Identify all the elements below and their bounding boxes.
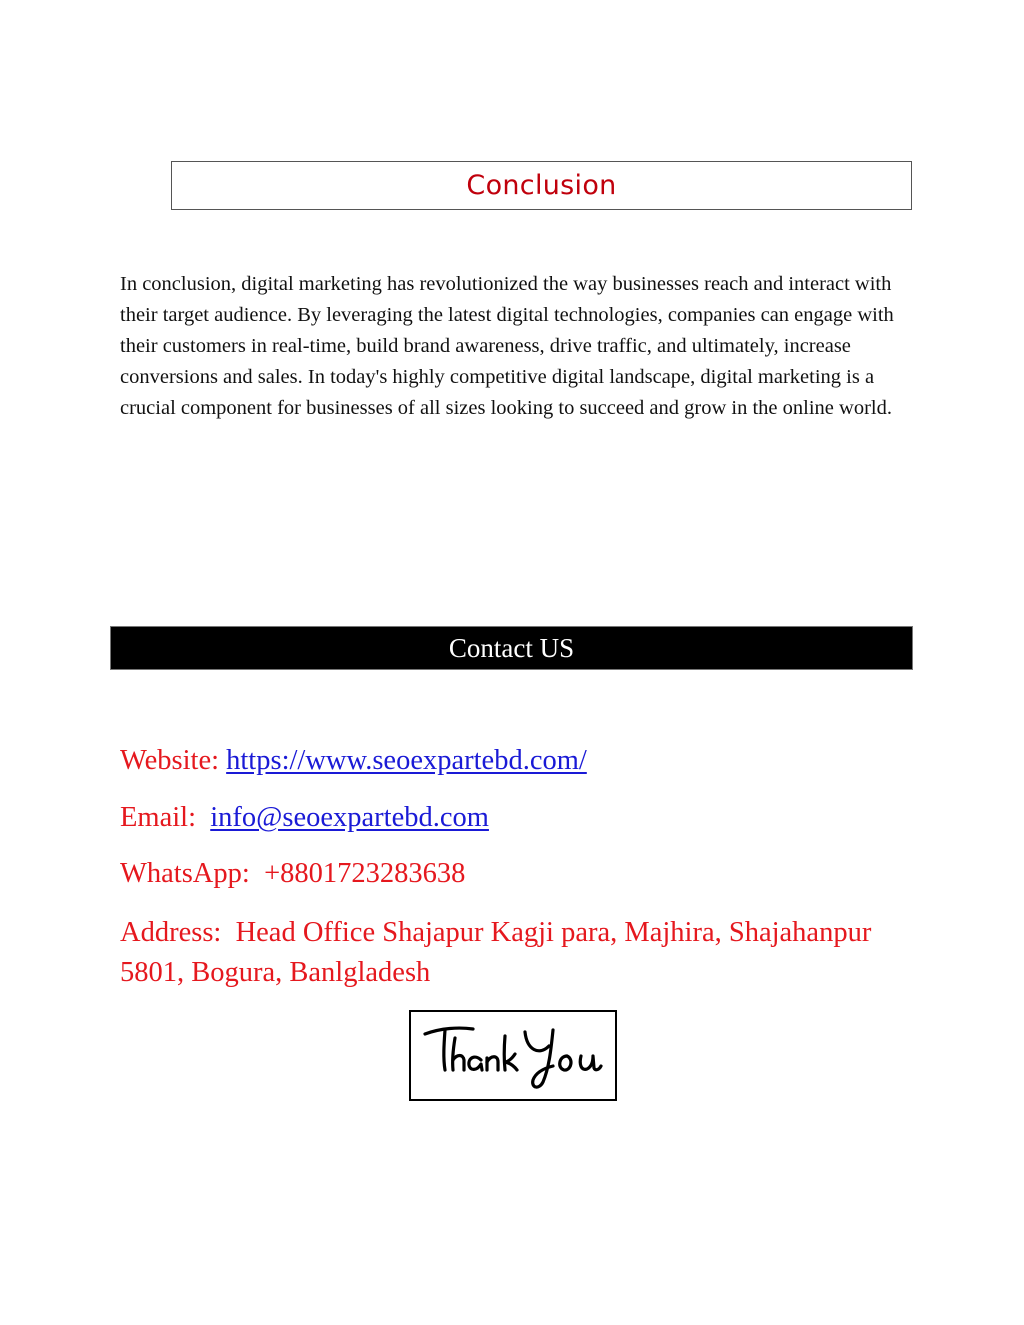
- address-block: [120, 913, 880, 993]
- email-label: Email:: [120, 802, 211, 833]
- conclusion-title: Conclusion: [466, 170, 617, 201]
- website-label: Website:: [120, 745, 227, 776]
- contact-title: Contact US: [448, 632, 575, 663]
- contact-header-bar: [110, 626, 913, 670]
- conclusion-header-box: [171, 161, 912, 210]
- whatsapp-value: +8801723283638: [264, 858, 466, 889]
- email-link[interactable]: info@seoexpartebd.com: [210, 802, 489, 833]
- address-label: Address:: [120, 917, 236, 948]
- conclusion-paragraph: In conclusion, digital marketing has revolutionized the way businesses reach and interact with their target audience. By leveraging the latest digital technologies, companies can engage with their customers in real-time, build brand awareness, drive traffic, and ultimately, increase conversions and sales. In today's highly competitive digital landscape, digital marketing is a crucial component for businesses of all sizes looking to succeed and grow in the online world.: [120, 273, 894, 419]
- thank-you-image: [409, 1010, 617, 1101]
- whatsapp-line: [120, 858, 465, 890]
- email-line: [120, 802, 489, 834]
- whatsapp-label: WhatsApp:: [120, 858, 265, 889]
- website-line: [120, 745, 587, 777]
- address-value: Head Office Shajapur Kagji para, Majhira, Shajahanpur 5801, Bogura, Banlgladesh: [120, 917, 872, 988]
- website-link[interactable]: https://www.seoexpartebd.com/: [226, 745, 587, 776]
- thank-you-script-icon: [415, 1016, 611, 1096]
